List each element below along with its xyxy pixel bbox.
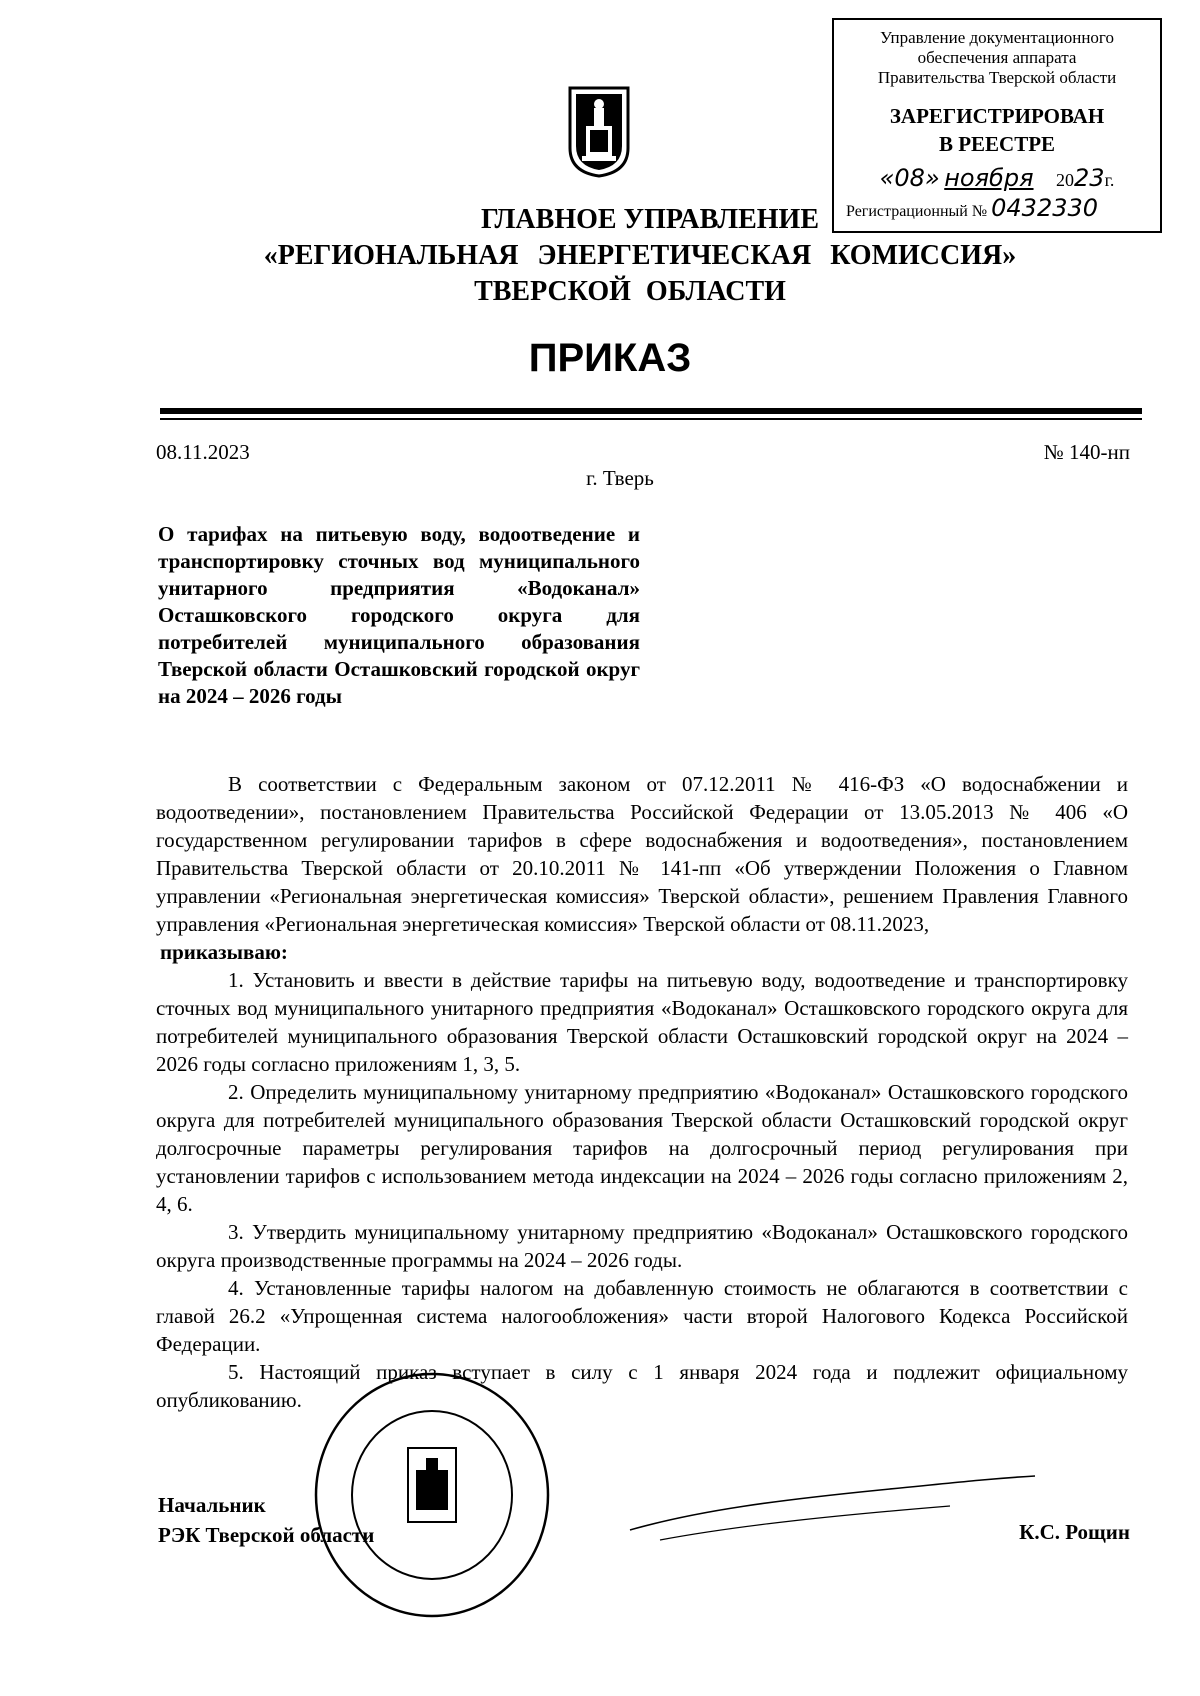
signatory-position-line: РЭК Тверской области [158, 1523, 375, 1547]
organization-title-line: «РЕГИОНАЛЬНАЯ ЭНЕРГЕТИЧЕСКАЯ КОМИССИЯ» [263, 240, 1017, 271]
signatory-name: К.С. Рощин [1019, 1520, 1130, 1544]
stamp-date-day: «08» [879, 164, 940, 192]
stamp-status-line: В РЕЕСТРЕ [938, 132, 1056, 156]
stamp-date-year-prefix: 20 [1056, 170, 1075, 190]
stamp-date-year-unit: г. [1104, 170, 1115, 190]
organization-title-line: ГЛАВНОЕ УПРАВЛЕНИЕ [480, 204, 820, 235]
preamble-paragraph: В соответствии с Федеральным законом от 07.12.2011 № 416-ФЗ «О водоснабжении и водоотведении», постановлением Правительства Российской Федерации от 13.05.2013 № 406 «О государственном регулировании тарифов в сфере водоснабжения и водоотведения», постановлением Правительства Тверской области от 20.10.2011 № 141-пп «Об утверждении Положения о Главном управлении «Региональная энергетическая комиссия» Тверской области», решением Правления Главного управления «Региональная энергетическая комиссия» Тверской области от 08.11.2023, [156, 772, 1128, 936]
order-item: 2. Определить муниципальному унитарному предприятию «Водоканал» Осташковского городского округа для потребителей муниципального образования Тверской области Осташковский городской округ долгосрочные параметры регулирования тарифов на долгосрочный период регулирования при установлении тарифов с использованием метода индексации на 2024 – 2026 годы согласно приложениям 2, 4, 6. [156, 1080, 1128, 1216]
stamp-date-year-suffix: 23 [1074, 164, 1105, 192]
stamp-department-line: Правительства Тверской области [877, 68, 1117, 87]
stamp-department-line: обеспечения аппарата [917, 48, 1077, 67]
document-city: г. Тверь [586, 466, 654, 490]
order-item: 5. Настоящий приказ вступает в силу с 1 января 2024 года и подлежит официальному опубликованию. [156, 1360, 1128, 1412]
document-type: ПРИКАЗ [528, 336, 692, 380]
order-item: 1. Установить и ввести в действие тарифы на питьевую воду, водоотведение и транспортировку сточных вод муниципального унитарного предприятия «Водоканал» Осташковского городского округа для потребителей муниципального образования Тверской области Осташковский городской округ на 2024 – 2026 годы согласно приложениям 1, 3, 5. [156, 968, 1128, 1076]
signatory-position [158, 1490, 374, 1550]
organization-title [0, 202, 1200, 310]
stamp-number-value: 0432330 [991, 194, 1099, 222]
stamp-department [834, 28, 1160, 88]
orders-word: приказываю: [160, 940, 288, 964]
document-subject: О тарифах на питьевую воду, водоотведение и транспортировку сточных вод муниципального унитарного предприятия «Водоканал» Осташковского городского округа для потребителей муниципального образования Тверской области Осташковский городской округ на 2024 – 2026 годы [158, 522, 640, 708]
header-divider-thick [160, 408, 1142, 414]
stamp-department-line: Управление документационного [880, 28, 1114, 47]
coat-of-arms-icon [568, 86, 630, 178]
registration-stamp [832, 18, 1162, 233]
document-date: 08.11.2023 [156, 440, 250, 464]
stamp-date-month: ноября [944, 164, 1034, 192]
order-item: 3. Утвердить муниципальному унитарному предприятию «Водоканал» Осташковского городского округа производственные программы на 2024 – 2026 годы. [156, 1220, 1128, 1272]
organization-title-line: ТВЕРСКОЙ ОБЛАСТИ [474, 276, 786, 307]
stamp-status [834, 102, 1160, 158]
document-number: № 140-нп [1043, 440, 1130, 464]
signature-icon [620, 1470, 1040, 1550]
stamp-date [834, 164, 1160, 192]
header-divider-thin [160, 418, 1142, 420]
stamp-status-line: ЗАРЕГИСТРИРОВАН [889, 104, 1105, 128]
stamp-number-label: Регистрационный № [846, 203, 988, 220]
signatory-position-line: Начальник [158, 1493, 266, 1517]
order-item: 4. Установленные тарифы налогом на добавленную стоимость не облагаются в соответствии с главой 26.2 «Упрощенная система налогообложения» части второй Налогового Кодекса Российской Федерации. [156, 1276, 1128, 1356]
document-body [156, 770, 1128, 1414]
